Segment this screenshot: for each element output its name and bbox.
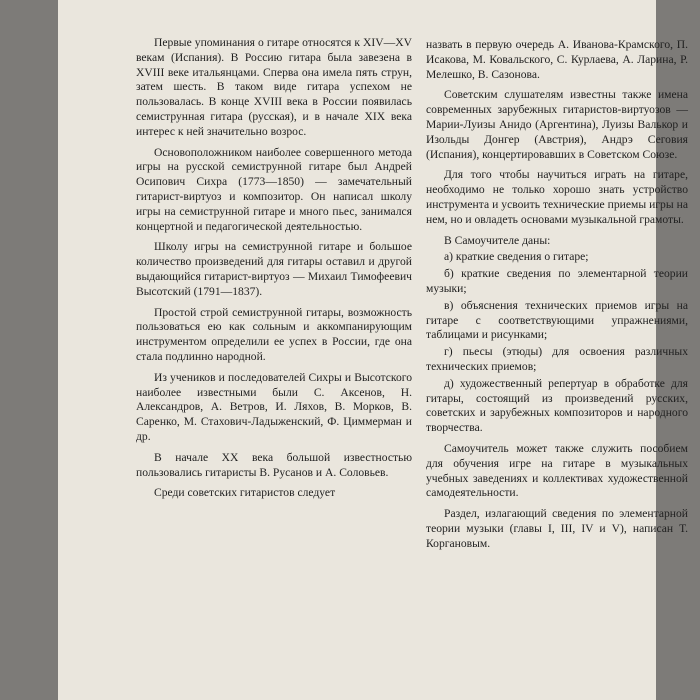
paragraph-guitar-history: Первые упоминания о гитаре относятся к XIV—XV векам (Испания). В Россию гитара была завезена в XVIII веке итальянцами. Сперва она имела пять струн, затем шесть. В таком виде гитара успехом не пользовалась. В конце XVIII века в России появилась семиструнная гитара (русская), и в начале XIX века интерес к ней значительно возрос.: [136, 36, 412, 138]
left-column: [136, 36, 412, 507]
paragraph-popularity: Простой строй семиструнной гитары, возможность пользоваться ею как сольным и аккомпанирующим инструментом определили ее успех в России, где она стала подлинно народной.: [136, 305, 412, 363]
book-page: [58, 0, 688, 700]
paragraph-sikhra: Основоположником наиболее совершенного метода игры на русской семиструнной гитаре был Андрей Осипович Сихра (1773—1850) — замечательный гитарист-виртуоз и композитор. Он написал школу игры на семиструнной гитаре и много пьес, занимался концертной и педагогической деятельностью.: [136, 145, 412, 233]
paragraph-vysotsky: Школу игры на семиструнной гитаре и большое количество произведений для гитары оставил и другой выдающийся гитарист-виртуоз — Михаил Тимофеевич Высотский (1791—1837).: [136, 240, 412, 298]
list-item: в) объяснения технических приемов игры на гитаре с соответствующими упражнениями, таблицами и рисунками;: [426, 298, 688, 342]
paragraph-students: Из учеников и последователей Сихры и Высотского наиболее известными были С. Аксенов, Н. Александров, А. Ветров, И. Ляхов, В. Морков, В. Саренко, М. Стахович-Ладыженский, Ф. Циммерман и др.: [136, 370, 412, 443]
paragraph-learning: Для того чтобы научиться играть на гитаре, необходимо не только хорошо знать устройство инструмента и усвоить технические приемы игры на нем, но и овладеть основами музыкальной грамоты.: [426, 168, 688, 226]
list-intro: В Самоучителе даны:: [444, 233, 551, 247]
paragraph-20th-century: В начале XX века большой известностью пользовались гитаристы В. Русанов и А. Соловьев.: [136, 450, 412, 479]
list-item: б) краткие сведения по элементарной теории музыки;: [426, 267, 688, 295]
paragraph-soviet-guitarists: Среди советских гитаристов следует: [154, 486, 336, 500]
paragraph-usage: Самоучитель может также служить пособием для обучения игре на гитаре в музыкальных учебных заведениях и коллективах художественной самодеятельности.: [426, 441, 688, 500]
paragraph-theory-section: Раздел, излагающий сведения по элементарной теории музыки (главы I, III, IV и V), написан Т. Коргановым.: [426, 507, 688, 550]
list-item: д) художественный репертуар в обработке для гитары, состоящий из произведений русских, советских и зарубежных композиторов и народного творчества.: [426, 376, 688, 435]
paragraph-continuation: назвать в первую очередь А. Иванова-Крамского, П. Исакова, М. Ковальского, С. Курлаева, А. Ларина, Р. Мелешко, В. Сазонова.: [426, 38, 688, 81]
list-item: г) пьесы (этюды) для освоения различных технических приемов;: [426, 345, 688, 373]
right-column: [426, 38, 688, 558]
paragraph-foreign-guitarists: Советским слушателям известны также имена современных зарубежных гитаристов-виртуозов — Марии-Луизы Анидо (Аргентина), Луизы Валькор и Изольды Донгер (Австрия), Андрэ Сеговия (Испания), концертировавших в Советском Союзе.: [426, 88, 688, 161]
list-item: а) краткие сведения о гитаре;: [444, 250, 589, 264]
